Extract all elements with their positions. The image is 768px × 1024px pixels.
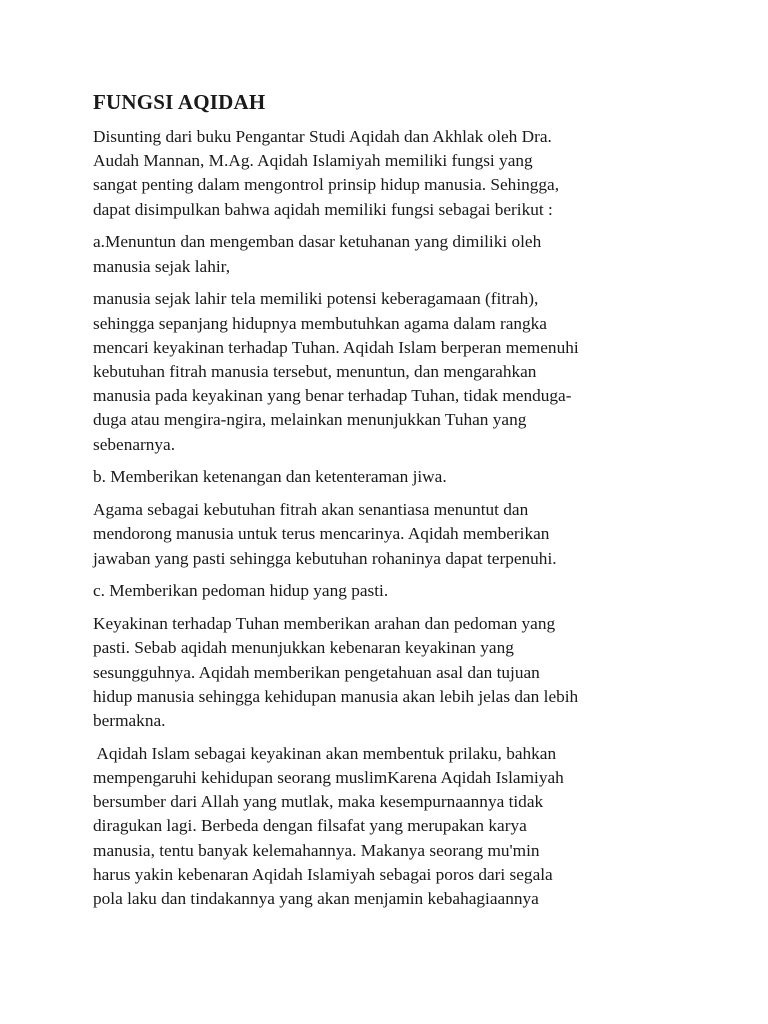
paragraph-point-b-body	[93, 498, 683, 571]
text-line: hidup manusia sehingga kehidupan manusia akan lebih jelas dan lebih	[93, 686, 579, 706]
paragraph-point-a	[93, 230, 683, 278]
text-line: harus yakin kebenaran Aqidah Islamiyah sebagai poros dari segala	[93, 864, 553, 884]
paragraph-closing	[93, 742, 683, 911]
text-line: sebenarnya.	[93, 434, 176, 454]
paragraph-point-c-body	[93, 612, 683, 733]
text-line: duga atau mengira-ngira, melainkan menunjukkan Tuhan yang	[93, 410, 527, 430]
text-line: a.Menuntun dan mengemban dasar ketuhanan yang dimiliki oleh	[93, 232, 542, 252]
paragraph-point-c	[93, 579, 683, 603]
text-line: sehingga sepanjang hidupnya membutuhkan agama dalam rangka	[93, 313, 547, 333]
text-line: manusia, tentu banyak kelemahannya. Makanya seorang mu'min	[93, 840, 540, 860]
text-line: Aqidah Islam sebagai keyakinan akan membentuk prilaku, bahkan	[93, 743, 557, 763]
text-line: c. Memberikan pedoman hidup yang pasti.	[93, 581, 389, 601]
text-line: manusia sejak lahir tela memiliki potensi keberagamaan (fitrah),	[93, 289, 539, 309]
text-line: Keyakinan terhadap Tuhan memberikan arahan dan pedoman yang	[93, 614, 556, 634]
paragraph-point-a-body	[93, 287, 683, 456]
text-line: jawaban yang pasti sehingga kebutuhan rohaninya dapat terpenuhi.	[93, 548, 557, 568]
text-line: Agama sebagai kebutuhan fitrah akan senantiasa menuntut dan	[93, 500, 529, 520]
text-line: Audah Mannan, M.Ag. Aqidah Islamiyah memiliki fungsi yang	[93, 151, 533, 171]
text-line: dapat disimpulkan bahwa aqidah memiliki fungsi sebagai berikut :	[93, 199, 553, 219]
text-line: bermakna.	[93, 711, 166, 731]
text-line: bersumber dari Allah yang mutlak, maka kesempurnaannya tidak	[93, 792, 544, 812]
paragraph-point-b	[93, 465, 683, 489]
paragraph-intro	[93, 125, 683, 222]
text-line: pasti. Sebab aqidah menunjukkan kebenaran keyakinan yang	[93, 638, 514, 658]
text-line: manusia pada keyakinan yang benar terhadap Tuhan, tidak menduga-	[93, 386, 572, 406]
document-page	[93, 88, 683, 920]
text-line: diragukan lagi. Berbeda dengan filsafat yang merupakan karya	[93, 816, 527, 836]
text-line: sangat penting dalam mengontrol prinsip hidup manusia. Sehingga,	[93, 175, 560, 195]
text-line: Disunting dari buku Pengantar Studi Aqidah dan Akhlak oleh Dra.	[93, 127, 552, 146]
text-line: pola laku dan tindakannya yang akan menjamin kebahagiaannya	[93, 889, 539, 909]
text-line: mencari keyakinan terhadap Tuhan. Aqidah Islam berperan memenuhi	[93, 337, 579, 357]
text-line: kebutuhan fitrah manusia tersebut, menuntun, dan mengarahkan	[93, 362, 537, 382]
text-line: sesungguhnya. Aqidah memberikan pengetahuan asal dan tujuan	[93, 662, 540, 682]
document-title: FUNGSI AQIDAH	[93, 90, 266, 114]
text-line: manusia sejak lahir,	[93, 256, 231, 276]
text-line: mendorong manusia untuk terus mencarinya. Aqidah memberikan	[93, 524, 550, 544]
text-line: b. Memberikan ketenangan dan ketenteraman jiwa.	[93, 467, 447, 487]
text-line: mempengaruhi kehidupan seorang muslimKarena Aqidah Islamiyah	[93, 768, 564, 788]
